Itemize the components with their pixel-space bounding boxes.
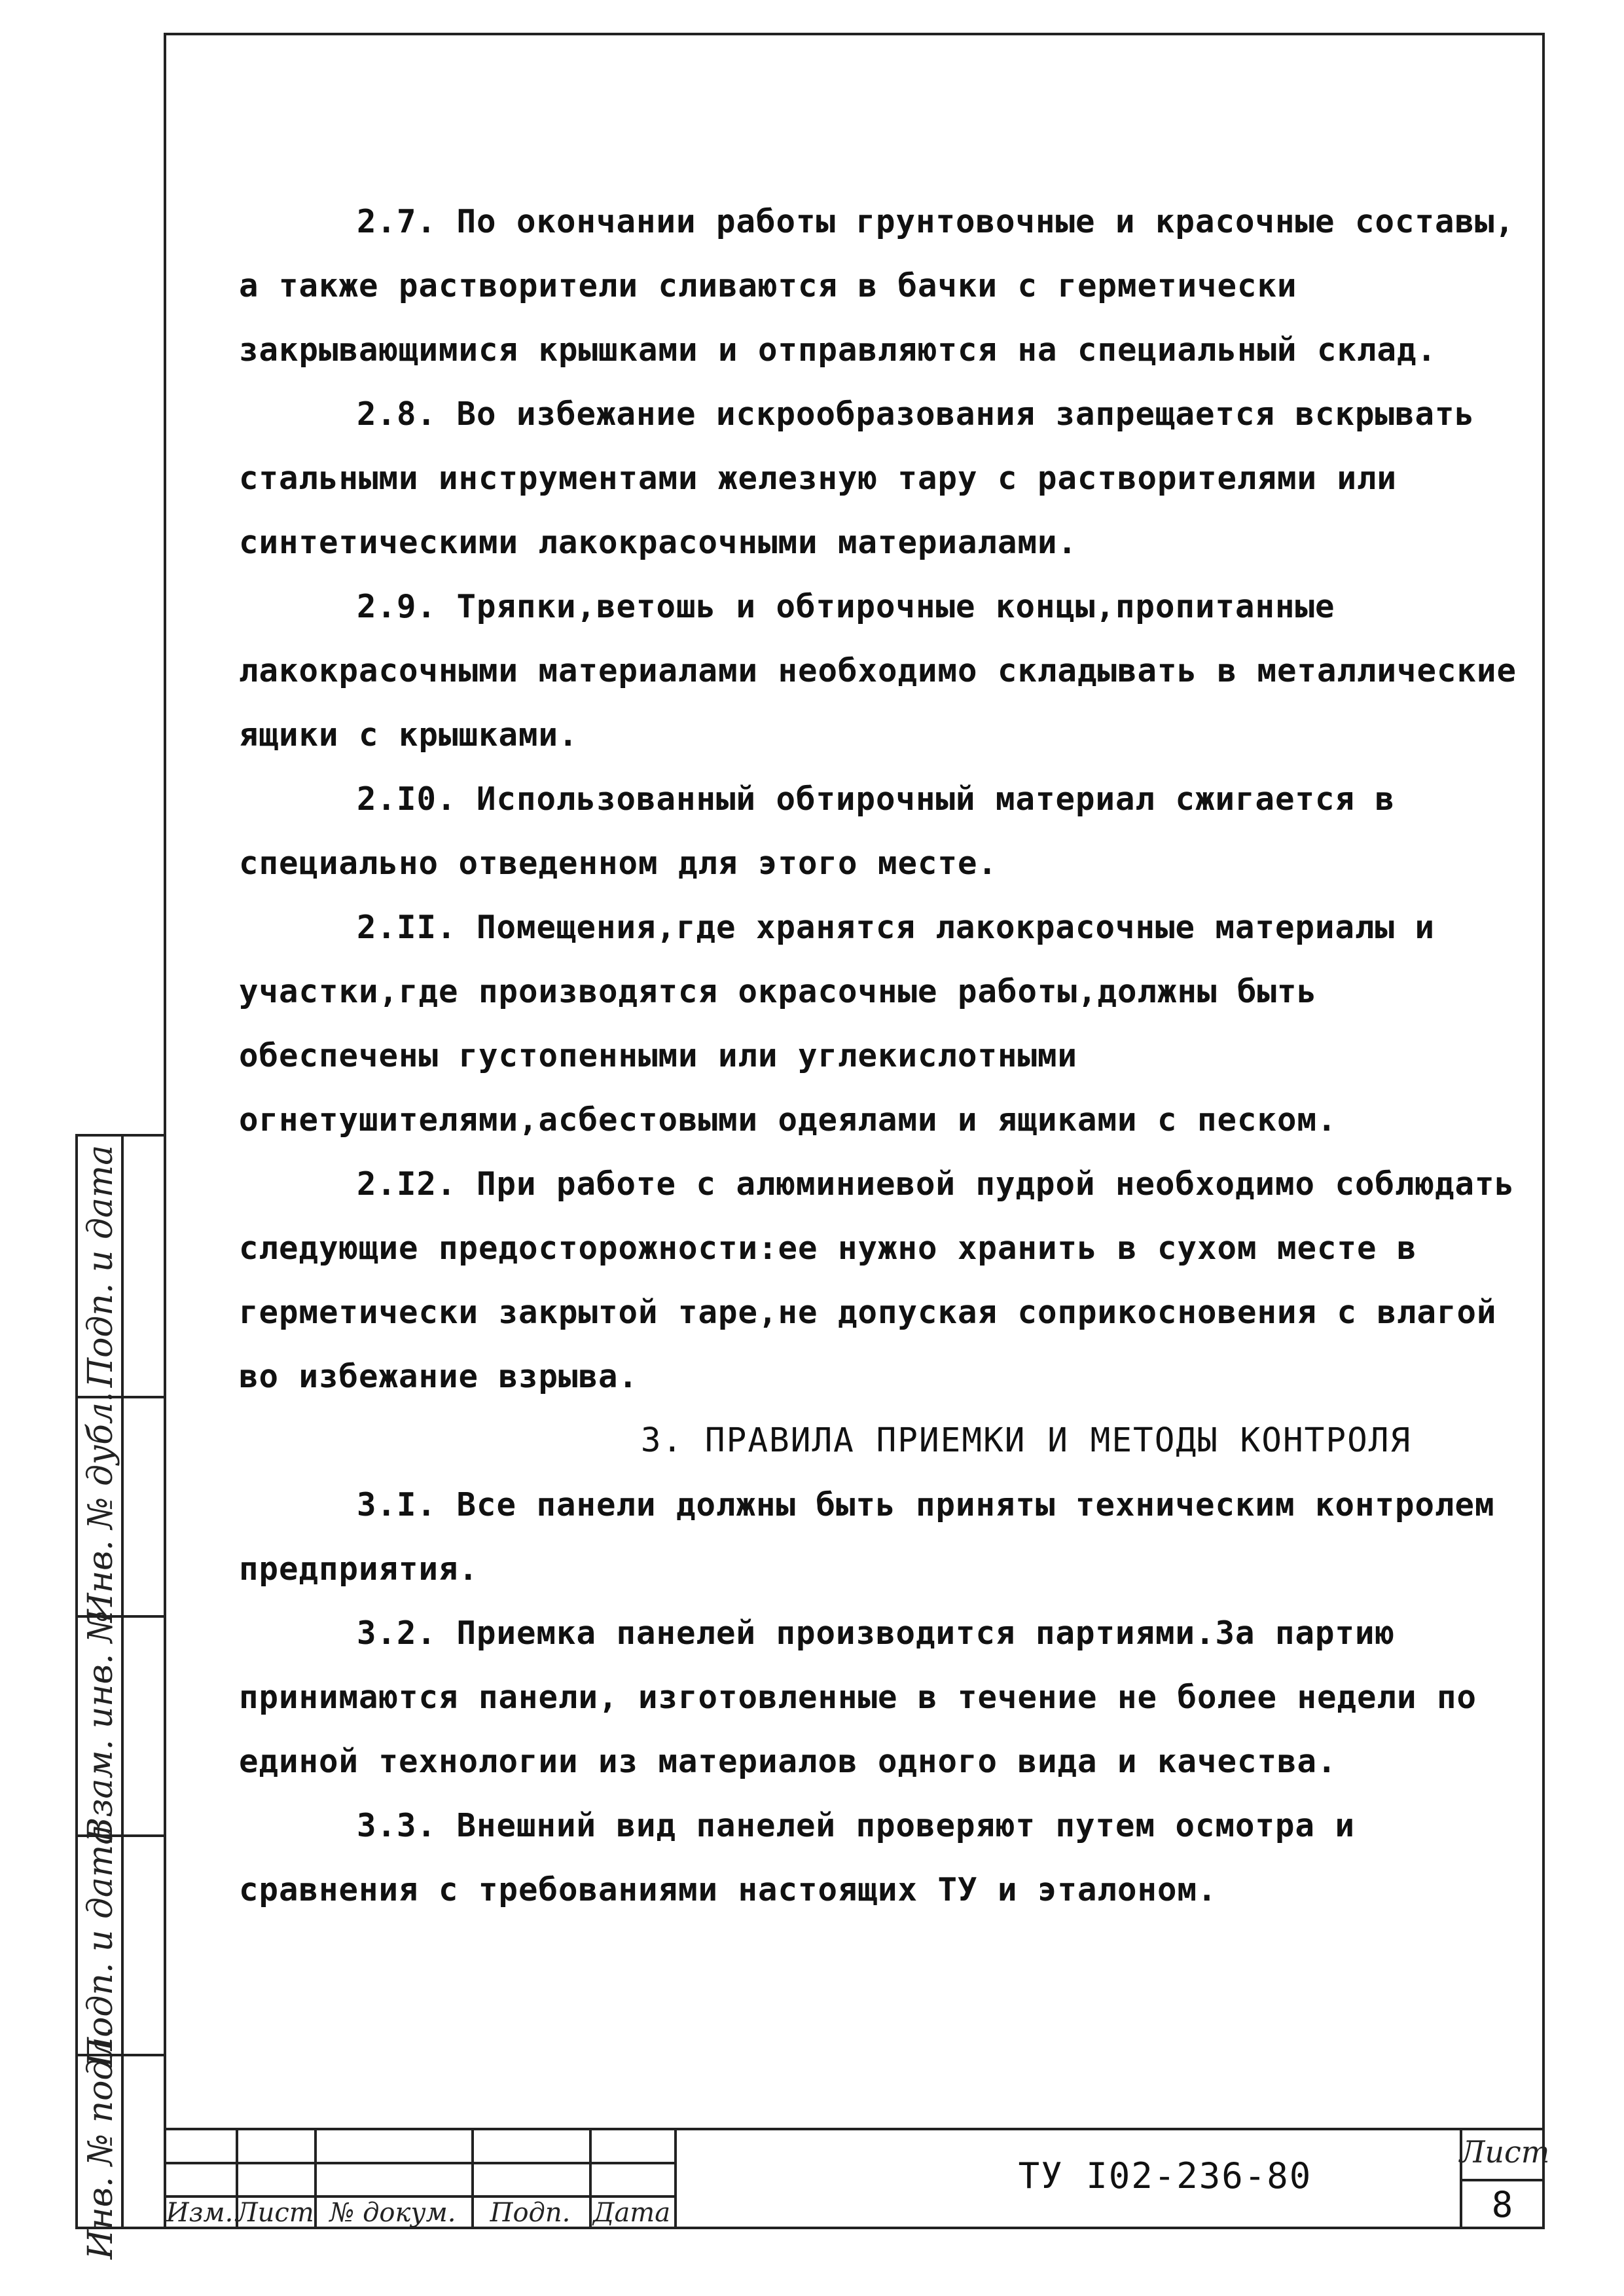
- side-cell-replace-inv: [78, 1610, 164, 1842]
- side-cell-sign-date-1: [78, 1137, 164, 1398]
- side-label-orig-inv: Инв. № подл.: [81, 2026, 120, 2260]
- header-sheet: Лист: [236, 2198, 314, 2228]
- paragraph-2-11: 2.II. Помещения,где хранятся лакокрасочные материалы и участки,где производятся окрасочные работы,должны быть обеспечены густопенными или углекислотными огнетушителями,асбестовыми одеялами и ящиками с песком.: [239, 909, 1435, 1139]
- title-block: [164, 2128, 1550, 2229]
- sheet-label: Лист: [1460, 2134, 1550, 2170]
- document-body: [239, 190, 1532, 1922]
- paragraph-2-8: 2.8. Во избежание искрообразования запрещается вскрывать стальными инструментами железную тару с растворителями или синтетическими лакокрасочными материалами.: [239, 395, 1475, 561]
- header-change: Изм.: [166, 2198, 234, 2228]
- sheet-number: 8: [1491, 2184, 1513, 2225]
- paragraph-3-1: 3.I. Все панели должны быть приняты техническим контролем предприятия.: [239, 1486, 1495, 1588]
- col-line-5: [674, 2128, 677, 2229]
- section-3-title: 3. ПРАВИЛА ПРИЕМКИ И МЕТОДЫ КОНТРОЛЯ: [640, 1421, 1412, 1460]
- side-label-sign-date-1: Подп. и дата: [81, 1144, 120, 1388]
- paragraph-2-10: 2.I0. Использованный обтирочный материал сжигается в специально отведенном для этого месте.: [239, 780, 1396, 882]
- side-label-dup-inv: Инв. № дубл.: [81, 1391, 120, 1623]
- side-label-sign-date-2: Подп. и дата: [81, 1824, 120, 2067]
- paragraph-3-3: 3.3. Внешний вид панелей проверяют путем осмотра и сравнения с требованиями настоящих ТУ и эталоном.: [239, 1807, 1356, 1908]
- title-block-top-line: [164, 2128, 1545, 2130]
- header-signature: Подп.: [490, 2198, 571, 2228]
- title-block-row-line-1: [164, 2162, 674, 2164]
- header-date: Дата: [592, 2198, 671, 2228]
- header-doc-number: № докум.: [329, 2198, 456, 2228]
- side-label-replace-inv: Взам. инв. №: [81, 1610, 120, 1842]
- paragraph-2-9: 2.9. Тряпки,ветошь и обтирочные концы,пропитанные лакокрасочными материалами необходимо складывать в металлические ящики с крышками.: [239, 588, 1517, 754]
- paragraph-2-7: 2.7. По окончании работы грунтовочные и красочные составы, а также растворители сливаются в бачки с герметически закрывающимися крышками и отправляются на специальный склад.: [239, 203, 1515, 369]
- document-code: ТУ I02-236-80: [1018, 2155, 1312, 2196]
- paragraph-3-2: 3.2. Приемка панелей производится партиями.За партию принимаются панели, изготовленные в течение не более недели по единой технологии из материалов одного вида и качества.: [239, 1614, 1477, 1780]
- side-stamp: [75, 1134, 164, 2260]
- side-cell-sign-date-2: [78, 1824, 164, 2067]
- side-cell-dup-inv: [78, 1391, 164, 1623]
- side-cell-orig-inv: [78, 2026, 164, 2260]
- paragraph-2-12: 2.I2. При работе с алюминиевой пудрой необходимо соблюдать следующие предосторожности:ее нужно хранить в сухом месте в герметически закрытой таре,не допуская соприкосновения с влагой во избежание взрыва.: [239, 1165, 1515, 1395]
